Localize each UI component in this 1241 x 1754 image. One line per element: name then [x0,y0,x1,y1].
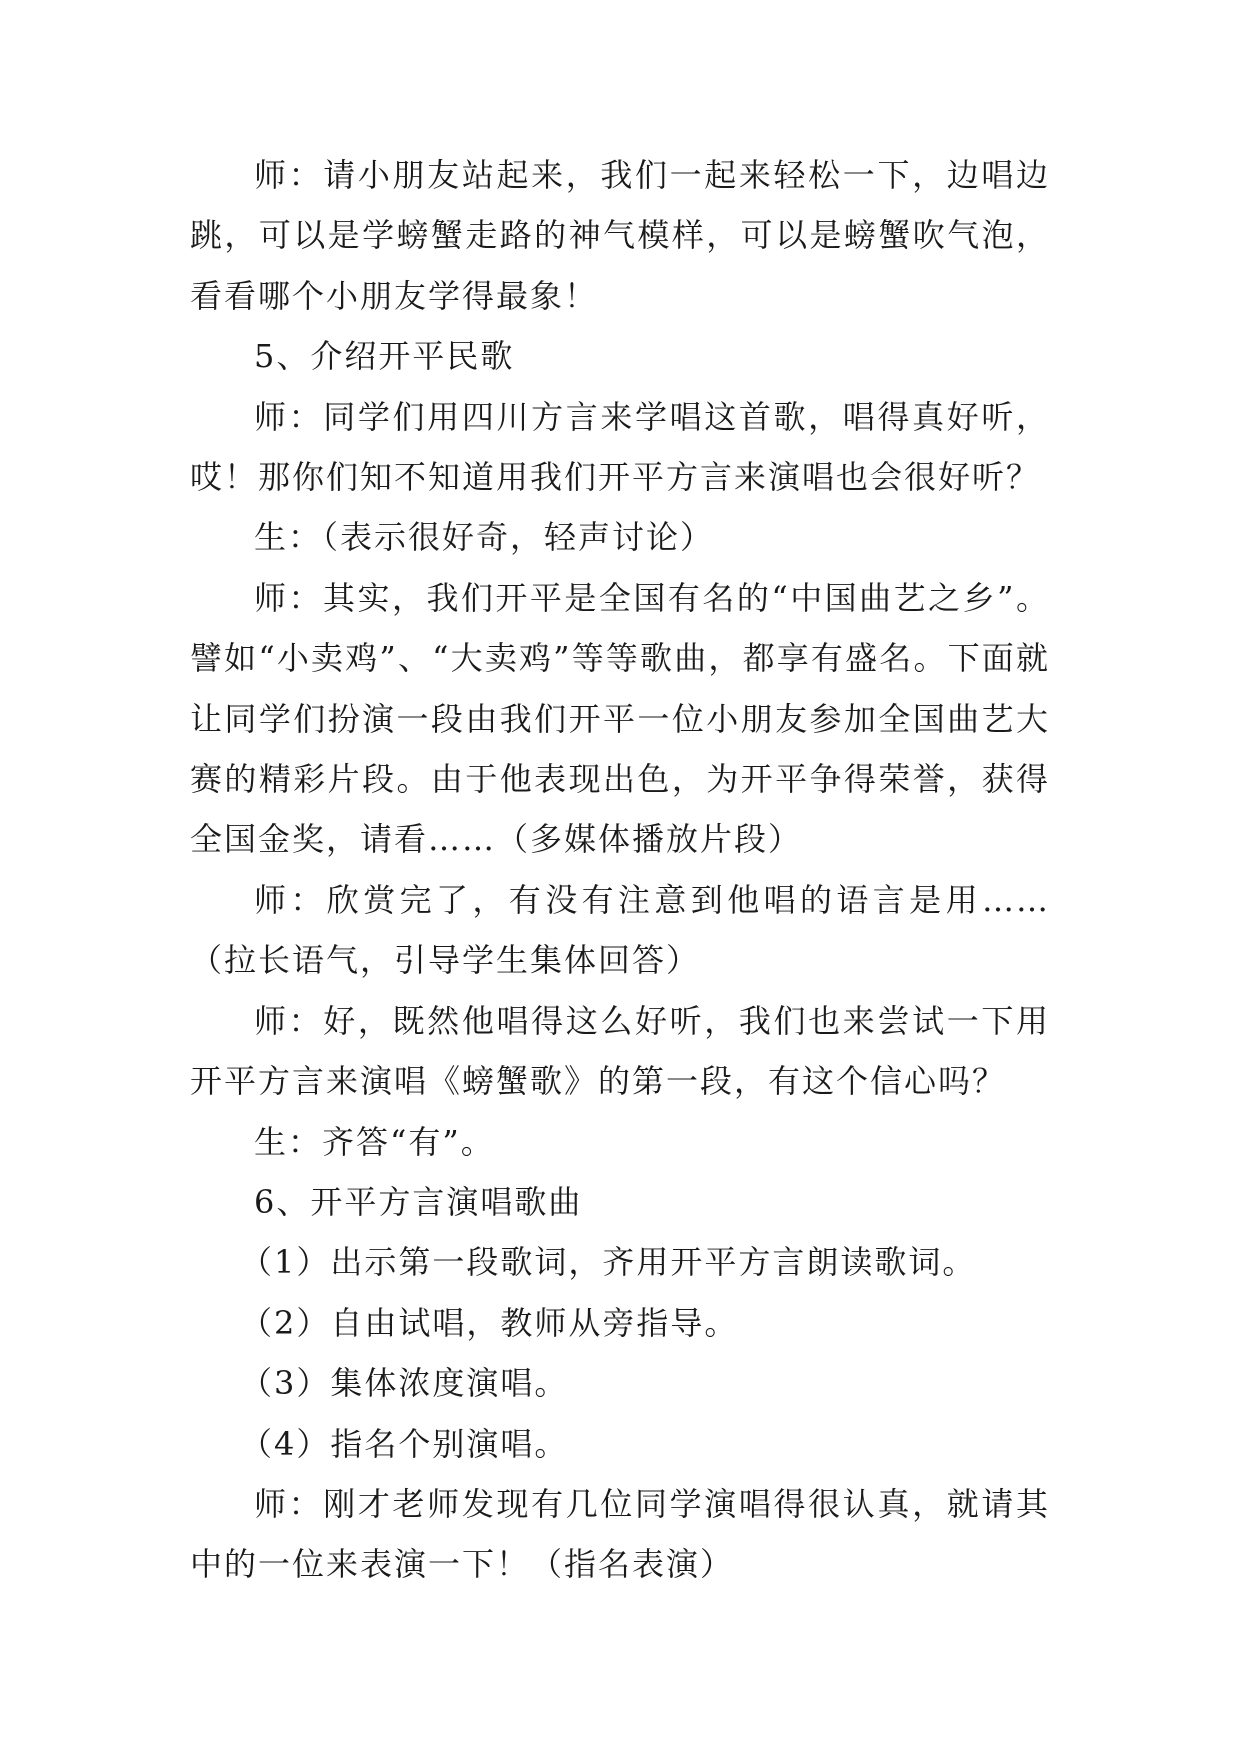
paragraph-teacher-try: 师：好，既然他唱得这么好听，我们也来尝试一下用开平方言来演唱《螃蟹歌》的第一段，有这个信心吗？ [190,1001,1050,1101]
paragraph-teacher-sichuan: 师：同学们用四川方言来学唱这首歌，唱得真好听，哎！那你们知不知道用我们开平方言来演唱也会很好听？ [190,397,1050,497]
list-item-2: （2）自由试唱，教师从旁指导。 [240,1303,739,1342]
paragraph-teacher-perform: 师：刚才老师发现有几位同学演唱得很认真，就请其中的一位来表演一下！（指名表演） [190,1484,1050,1584]
document-page [190,145,1050,1595]
section-heading-6: 6、开平方言演唱歌曲 [254,1182,583,1221]
list-item-4: （4）指名个别演唱。 [240,1424,569,1463]
paragraph-student-answer: 生：齐答“有”。 [254,1122,495,1161]
section-heading-5: 5、介绍开平民歌 [254,337,515,376]
list-item-3: （3）集体浓度演唱。 [240,1364,569,1403]
paragraph-teacher-dance: 师：请小朋友站起来，我们一起来轻松一下，边唱边跳，可以是学螃蟹走路的神气模样，可以是螃蟹吹气泡，看看哪个小朋友学得最象！ [190,156,1050,315]
paragraph-student-curious: 生：（表示很好奇，轻声讨论） [254,518,715,557]
list-item-1: （1）出示第一段歌词，齐用开平方言朗读歌词。 [240,1243,977,1282]
paragraph-teacher-quyi: 师：其实，我们开平是全国有名的“中国曲艺之乡”。譬如“小卖鸡”、“大卖鸡”等等歌曲，都享有盛名。下面就让同学们扮演一段由我们开平一位小朋友参加全国曲艺大赛的精彩片段。由于他表现出色，为开平争得荣誉，获得全国金奖，请看……（多媒体播放片段） [190,578,1050,859]
paragraph-teacher-appreciate: 师：欣赏完了，有没有注意到他唱的语言是用……（拉长语气，引导学生集体回答） [190,880,1050,980]
